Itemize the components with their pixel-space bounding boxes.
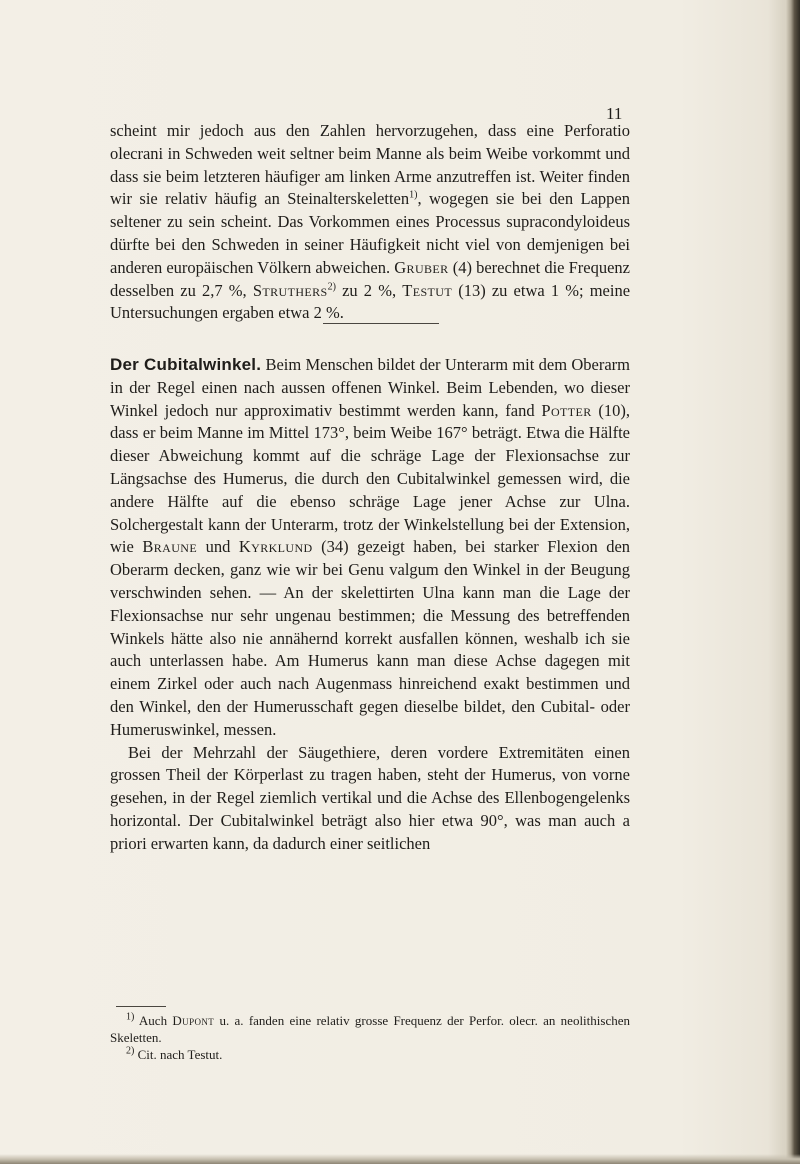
footnote-2 (110, 1046, 630, 1063)
cubitalwinkel-section (110, 354, 630, 856)
text-run: Auch (138, 1013, 168, 1028)
text-run: , wogegen sie bei den Lappen seltener zu sein scheint. Das Vorkommen eines Processus supracondyloideus dürfte bei den Schweden in seiner Häufigkeit nicht viel von demjenigen bei anderen europäischen Völkern abweichen. (110, 189, 630, 277)
text-run: und (205, 537, 231, 557)
author-name: Struthers (252, 280, 328, 300)
text-run: u. a. fanden eine relativ grosse Frequenz der Perfor. olecr. an neolithischen Skeletten. (110, 1013, 630, 1045)
footnote-marker-1: 1) (409, 189, 418, 201)
footnotes (110, 1012, 630, 1063)
footnote-rule (116, 1006, 166, 1007)
paragraph (110, 354, 630, 742)
paragraph: Bei der Mehrzahl der Säugethiere, deren vordere Extremitäten einen grossen Theil der Körperlast zu tragen haben, steht der Humerus, von vorne gesehen, in der Regel ziemlich vertikal und die Achse des Ellenbogengelenks horizontal. Der Cubitalwinkel beträgt also hier etwa 90°, was man auch a priori erwarten kann, da dadurch einer seitlichen (110, 742, 630, 853)
footnote-1 (110, 1012, 630, 1046)
text-run: Cit. nach Testut. (137, 1047, 223, 1062)
footnote-marker-2: 2) (327, 281, 336, 293)
text-run: zu 2 %, (342, 280, 397, 300)
author-name: Gruber (394, 257, 449, 277)
author-name: Braune (142, 537, 198, 557)
author-name: Kyrklund (238, 537, 313, 557)
page-bottom-edge (0, 1154, 800, 1164)
text-run: Beim Menschen bildet der Unterarm mit dem Oberarm in der Regel einen nach aussen offenen Winkel. Beim Lebenden, wo dieser Winkel jedoch nur approximativ bestimmt werden kann, fand (110, 355, 630, 420)
author-name: Dupont (172, 1013, 215, 1028)
author-name: Potter (541, 400, 592, 420)
paragraph (110, 120, 630, 325)
page-number: 11 (606, 104, 623, 123)
section-divider (323, 323, 439, 324)
text-run: (34) gezeigt haben, bei starker Flexion den Oberarm decken, ganz wie wir bei Genu valgum den Winkel in der Beugung verschwinden sehen. — An der skelettirten Ulna kann man die Lage der Flexionsachse nur sehr ungenau bestimmen; die Messung des betreffenden Winkels hätte also nie annähernd korrekt ausfallen können, weshalb ich sie auch unterlassen habe. Am Humerus kann man diese Achse dagegen mit einem Zirkel oder auch nach Augenmass hinreichend exakt bestimmen und den Winkel, den der Humerusschaft gegen dieselbe bildet, den Cubital- oder Humeruswinkel, messen. (110, 537, 631, 739)
book-binding-edge (786, 0, 800, 1164)
intro-paragraph (110, 120, 630, 325)
text-run: (10), dass er beim Manne im Mittel 173°, beim Weibe 167° beträgt. Etwa die Hälfte dieser Abweichung kommt auf die schräge Lage der Flexionsachse zur Längsachse des Humerus, die durch den Cubitalwinkel gemessen wird, die andere Hälfte auf die ebenso schräge Lage jener Achse zur Ulna. Solchergestalt kann der Unterarm, trotz der Winkelstellung bei der Extension, wie (110, 400, 631, 557)
footnote-mark: 2) (126, 1045, 135, 1057)
author-name: Testut (402, 280, 453, 300)
footnote-mark: 1) (126, 1011, 135, 1023)
text-run: (4) berechnet die Frequenz desselben zu 2,7 %, (110, 257, 631, 300)
text-run: scheint mir jedoch aus den Zahlen hervorzugehen, dass eine Perforatio olecrani in Schweden weit seltner beim Manne als beim Weibe vorkommt und dass sie beim letzteren häufiger am linken Arme anzutreffen ist. Weiter finden wir sie relativ häufig an Steinalterskeletten (110, 121, 630, 209)
text-run: (13) zu etwa 1 %; meine Untersuchungen ergaben etwa 2 %. (110, 280, 631, 323)
section-heading: Der Cubitalwinkel. (110, 355, 262, 374)
